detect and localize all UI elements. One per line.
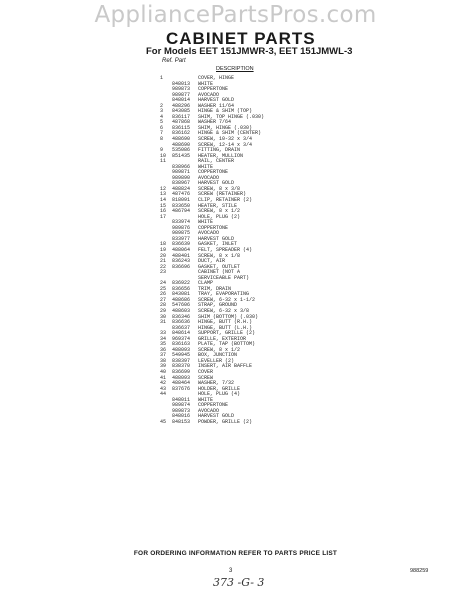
ref-number: 20 [160, 252, 167, 259]
part-number: 836162 [172, 130, 191, 137]
part-description: INSERT, AIR BAFFLE [198, 363, 253, 370]
part-description: HARVEST GOLD [198, 180, 235, 187]
part-description: WHITE [198, 396, 214, 403]
ref-number: 41 [160, 374, 167, 381]
part-number: 848011 [172, 396, 191, 403]
ref-number: 9 [160, 147, 164, 154]
part-number: 848014 [172, 97, 191, 104]
part-number: 833977 [172, 235, 191, 242]
part-description: SHIM, HINGE (.030) [198, 124, 253, 131]
part-description: HARVEST GOLD [198, 235, 235, 242]
part-number: 843085 [172, 108, 191, 115]
part-description: CABINET (NOT A [198, 269, 241, 276]
part-description: HINGE, BUTT (R.H.) [198, 319, 253, 326]
watermark: AppliancePartsPros.com [94, 2, 377, 28]
document-code: 988259 [410, 568, 429, 574]
ref-number: 23 [160, 269, 167, 276]
ref-number: 35 [160, 341, 167, 348]
ref-number: 37 [160, 352, 167, 359]
table-row [160, 420, 360, 426]
part-number: 486794 [172, 208, 191, 215]
part-number: 989876 [172, 224, 191, 231]
ref-number: 39 [160, 363, 167, 370]
part-number: 535086 [172, 147, 191, 154]
parts-table [160, 76, 360, 425]
ref-number: 15 [160, 202, 167, 209]
ref-number: 19 [160, 246, 167, 253]
part-number: 488603 [172, 307, 191, 314]
part-description: SUPPORT, GRILLE (2) [198, 330, 256, 337]
part-number: 848614 [172, 330, 191, 337]
part-description: HARVEST GOLD [198, 97, 235, 104]
part-description: STRAP, GROUND [198, 302, 238, 309]
part-description: GASKET, INLET [198, 241, 238, 248]
part-number: 836243 [172, 258, 191, 265]
part-number: 836696 [172, 263, 191, 270]
part-description: SCREW, 6-32 x 3/8 [198, 307, 250, 314]
part-description: SCREW (RETAINER) [198, 191, 247, 198]
part-number: 989873 [172, 86, 191, 93]
part-description: AVOCADO [198, 174, 220, 181]
part-number: 848013 [172, 80, 191, 87]
part-description: SCREW, 12-14 x 3/4 [198, 141, 253, 148]
ref-number: 7 [160, 130, 164, 137]
part-number: 838967 [172, 180, 191, 187]
ref-number: 44 [160, 391, 167, 398]
ref-number: 30 [160, 313, 167, 320]
part-number: 851435 [172, 152, 191, 159]
part-description: HEATER, STILE [198, 202, 238, 209]
part-number: 549945 [172, 352, 191, 359]
ref-number: 10 [160, 152, 167, 159]
part-number: 836699 [172, 368, 191, 375]
part-number: 838966 [172, 163, 191, 170]
part-description: HINGE & SHIM (CENTER) [198, 130, 262, 137]
ref-number: 43 [160, 385, 167, 392]
part-description: POWDER, GRILLE (2) [198, 418, 253, 425]
ref-number: 42 [160, 380, 167, 387]
part-description: SCREW, 10-32 x 3/4 [198, 136, 253, 143]
ref-number: 11 [160, 158, 167, 165]
part-description: HINGE, BUTT (L.H.) [198, 324, 253, 331]
page-title: CABINET PARTS [166, 29, 316, 48]
part-description: PLATE, TAP (BOTTOM) [198, 341, 256, 348]
part-number: 989874 [172, 402, 191, 409]
part-description: FELT, SPREADER (4) [198, 246, 253, 253]
part-number: 488296 [172, 102, 191, 109]
part-number: 836656 [172, 285, 191, 292]
part-number: 488686 [172, 296, 191, 303]
ref-number: 40 [160, 368, 167, 375]
part-description: SCREW, 8 x 1/2 [198, 346, 241, 353]
ref-number: 6 [160, 124, 164, 131]
part-number: 989875 [172, 230, 191, 237]
part-number: 487476 [172, 191, 191, 198]
ref-number: 14 [160, 197, 167, 204]
part-number: 848153 [172, 418, 191, 425]
part-description: WHITE [198, 163, 214, 170]
part-description: AVOCADO [198, 230, 220, 237]
part-description: SERVICEABLE PART) [198, 274, 250, 281]
ref-number: 25 [160, 285, 167, 292]
page-number: 3 [229, 568, 233, 574]
ref-number: 3 [160, 108, 164, 115]
part-description: WHITE [198, 219, 214, 226]
part-description: GASKET, OUTLET [198, 263, 241, 270]
handwritten-note: 373 -G- 3 [213, 576, 265, 589]
ref-number: 5 [160, 119, 164, 126]
ref-number: 8 [160, 136, 164, 143]
part-description: SCREW, 6-32 x 1-1/2 [198, 296, 256, 303]
models-subtitle: For Models EET 151JMWR-3, EET 151JMWL-3 [146, 46, 353, 57]
ref-number: 34 [160, 335, 167, 342]
ref-number: 2 [160, 102, 164, 109]
ref-number: 13 [160, 191, 167, 198]
part-description: TRIM, DRAIN [198, 285, 232, 292]
part-description: HOLE, PLUG (4) [198, 391, 241, 398]
part-number: 836637 [172, 324, 191, 331]
part-number: 488093 [172, 374, 191, 381]
part-number: 836922 [172, 280, 191, 287]
part-number: 989890 [172, 174, 191, 181]
part-number: 487868 [172, 119, 191, 126]
part-number: 833650 [172, 202, 191, 209]
part-description: CLAMP [198, 280, 214, 287]
ref-number: 21 [160, 258, 167, 265]
part-description: TRAY, EVAPORATING [198, 291, 250, 298]
part-number: 818091 [172, 197, 191, 204]
part-number: 989873 [172, 407, 191, 414]
ref-number: 18 [160, 241, 167, 248]
part-description: HINGE & SHIM (TOP) [198, 108, 253, 115]
part-description: AVOCADO [198, 407, 220, 414]
ref-number: 28 [160, 302, 167, 309]
part-number: 836636 [172, 319, 191, 326]
ref-number: 22 [160, 263, 167, 270]
part-number: 838370 [172, 363, 191, 370]
part-number: 836115 [172, 124, 191, 131]
part-description: HOLDER, GRILLE [198, 385, 241, 392]
part-description: COPPERTONE [198, 224, 229, 231]
part-number: 838397 [172, 357, 191, 364]
ref-number: 36 [160, 346, 167, 353]
ref-number: 24 [160, 280, 167, 287]
column-header-part: Part [174, 58, 186, 64]
ref-number: 27 [160, 296, 167, 303]
column-header-description: DESCRIPTION [216, 66, 254, 72]
part-number: 488464 [172, 380, 191, 387]
part-description: CLIP, RETAINER (2) [198, 197, 253, 204]
ref-number: 4 [160, 113, 164, 120]
ref-number: 1 [160, 75, 164, 81]
part-number: 837676 [172, 385, 191, 392]
part-number: 969374 [172, 335, 191, 342]
ref-number: 16 [160, 208, 167, 215]
ref-number: 45 [160, 418, 167, 425]
part-description: SHIM (BOTTOM) (.030) [198, 313, 259, 320]
ref-number: 12 [160, 185, 167, 192]
ref-number: 33 [160, 330, 167, 337]
column-header-ref: Ref. [162, 58, 174, 64]
part-description: WASHER 11/64 [198, 102, 235, 109]
part-description: SCREW, 8 x 3/8 [198, 185, 241, 192]
ref-number: 31 [160, 319, 167, 326]
ordering-footer: FOR ORDERING INFORMATION REFER TO PARTS PRICE LIST [133, 550, 338, 557]
part-description: COPPERTONE [198, 169, 229, 176]
part-description: SCREW, 8 x 1/2 [198, 208, 241, 215]
part-description: HOLE, PLUG (2) [198, 213, 241, 220]
part-number: 836639 [172, 241, 191, 248]
part-description: WASHER, 7/32 [198, 380, 235, 387]
part-description: SCREW, 8 x 1/8 [198, 252, 241, 259]
part-number: 488690 [172, 136, 191, 143]
part-number: 547606 [172, 302, 191, 309]
part-description: COPPERTONE [198, 402, 229, 409]
part-description: WHITE [198, 80, 214, 87]
part-description: COVER [198, 368, 214, 375]
part-number: 989871 [172, 169, 191, 176]
part-number: 488824 [172, 185, 191, 192]
part-description: LEVELLER (2) [198, 357, 235, 364]
part-description: DUCT, AIR [198, 258, 226, 265]
column-header-ref-part [162, 58, 186, 64]
part-number: 488690 [172, 141, 191, 148]
part-number: 843081 [172, 291, 191, 298]
ref-number: 38 [160, 357, 167, 364]
part-description: HEATER, MULLION [198, 152, 244, 159]
part-description: COVER, HINGE [198, 75, 235, 81]
part-number: 989877 [172, 91, 191, 98]
part-number: 488093 [172, 346, 191, 353]
ref-number: 29 [160, 307, 167, 314]
part-description: WASHER 7/64 [198, 119, 232, 126]
part-description: RAIL, CENTER [198, 158, 235, 165]
part-description: FITTING, DRAIN [198, 147, 241, 154]
part-description: HARVEST GOLD [198, 413, 235, 420]
part-number: 836117 [172, 113, 191, 120]
part-description: BOX, JUNCTION [198, 352, 238, 359]
part-number: 848016 [172, 413, 191, 420]
part-number: 488401 [172, 252, 191, 259]
part-description: SCREW [198, 374, 214, 381]
part-number: 836163 [172, 341, 191, 348]
part-number: 488064 [172, 246, 191, 253]
ref-number: 17 [160, 213, 167, 220]
part-description: SHIM, TOP HINGE (.030) [198, 113, 265, 120]
part-number: 833974 [172, 219, 191, 226]
part-description: COPPERTONE [198, 86, 229, 93]
ref-number: 26 [160, 291, 167, 298]
part-number: 836346 [172, 313, 191, 320]
part-description: AVOCADO [198, 91, 220, 98]
part-description: GRILLE, EXTERIOR [198, 335, 247, 342]
